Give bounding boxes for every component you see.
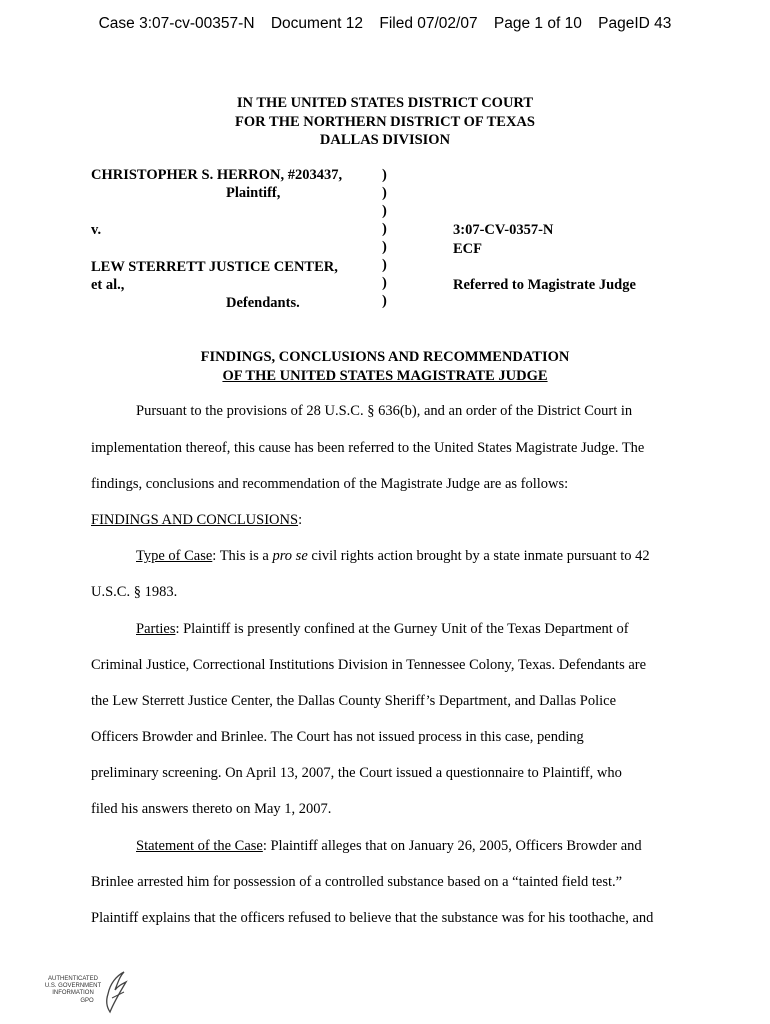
body-line: Parties: Plaintiff is presently confined at the Gurney Unit of the Texas Department of <box>136 621 629 637</box>
plaintiff-role: Plaintiff, <box>226 185 281 201</box>
body-line: Pursuant to the provisions of 28 U.S.C. § 636(b), and an order of the District Court in <box>136 403 633 419</box>
body-line: Statement of the Case: Plaintiff alleges that on January 26, 2005, Officers Browder and <box>136 838 642 854</box>
body-line: implementation thereof, this cause has been referred to the United States Magistrate Judge. The <box>91 440 645 456</box>
body-line: U.S.C. § 1983. <box>91 584 178 600</box>
ecf-label: ECF <box>453 241 482 257</box>
body-line: preliminary screening. On April 13, 2007, the Court issued a questionnaire to Plaintiff, who <box>91 765 622 781</box>
title-line-2: OF THE UNITED STATES MAGISTRATE JUDGE <box>222 367 548 384</box>
body-line: findings, conclusions and recommendation of the Magistrate Judge are as follows: <box>91 476 569 492</box>
type-of-case-label: Type of Case <box>136 548 213 564</box>
statement-label: Statement of the Case <box>136 838 263 854</box>
court-line-1: IN THE UNITED STATES DISTRICT COURT <box>236 95 534 111</box>
parties-label: Parties <box>136 621 176 637</box>
eagle-icon <box>40 968 130 1018</box>
findings-heading: FINDINGS AND CONCLUSIONS <box>91 512 299 528</box>
body-line: Officers Browder and Brinlee. The Court has not issued process in this case, pending <box>91 729 584 745</box>
body-line: Criminal Justice, Correctional Institutions Division in Tennessee Colony, Texas. Defendants are <box>91 657 647 673</box>
page-id: PageID 43 <box>598 15 672 32</box>
plaintiff-name: CHRISTOPHER S. HERRON, #203437, <box>91 167 343 183</box>
body-line: Plaintiff explains that the officers refused to believe that the substance was for his toothache, and <box>91 910 654 926</box>
court-line-2: FOR THE NORTHERN DISTRICT OF TEXAS <box>235 113 535 130</box>
case-number-header: Case 3:07-cv-00357-N <box>98 15 255 32</box>
filed-date: Filed 07/02/07 <box>379 15 478 32</box>
document-body <box>91 0 691 1024</box>
body-line: filed his answers thereto on May 1, 2007. <box>91 801 332 817</box>
body-line: Brinlee arrested him for possession of a controlled substance based on a “tainted field test.” <box>91 874 623 890</box>
body-line: Type of Case: This is a pro se civil rights action brought by a state inmate pursuant to 42 <box>136 548 650 564</box>
gpo-authentication-seal: AUTHENTICATED U.S. GOVERNMENT INFORMATION GPO <box>40 968 130 1018</box>
title-line-1: FINDINGS, CONCLUSIONS AND RECOMMENDATION <box>200 349 570 365</box>
versus: v. <box>91 222 102 238</box>
court-line-3: DALLAS DIVISION <box>319 132 451 148</box>
defendant-etal: et al., <box>91 277 125 293</box>
document-number: Document 12 <box>270 15 364 32</box>
body-line: the Lew Sterrett Justice Center, the Dallas County Sheriff’s Department, and Dallas Police <box>91 693 617 709</box>
referred-label: Referred to Magistrate Judge <box>453 277 636 293</box>
section-heading: FINDINGS AND CONCLUSIONS: <box>91 512 303 528</box>
defendant-role: Defendants. <box>226 295 300 311</box>
defendant-name: LEW STERRETT JUSTICE CENTER, <box>91 259 338 275</box>
page-number: Page 1 of 10 <box>493 15 582 32</box>
caption-parentheses: ) ) ) ) ) ) ) ) <box>382 167 387 309</box>
civil-case-number: 3:07-CV-0357-N <box>453 222 554 238</box>
